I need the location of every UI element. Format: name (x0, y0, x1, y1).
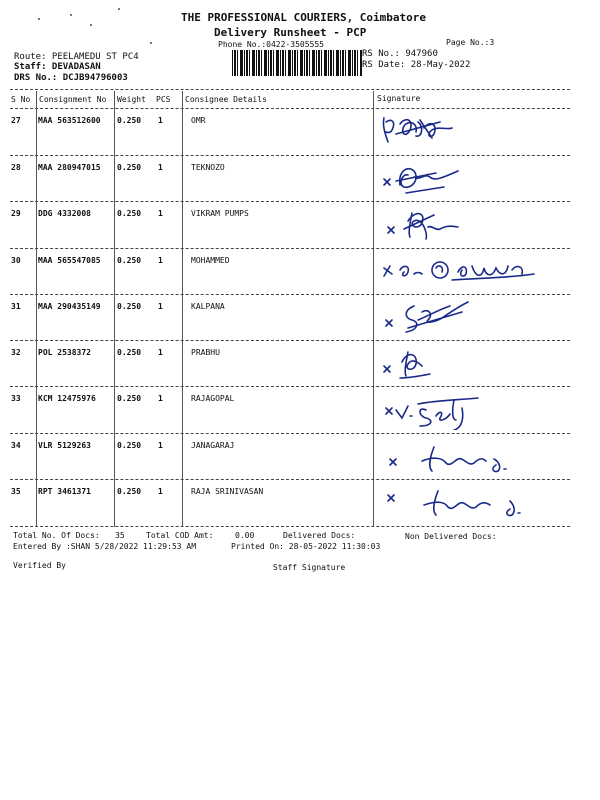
signature-row-27 (378, 112, 558, 152)
row-consignment: POL 2538372 (38, 348, 91, 357)
row-consignee: OMR (191, 116, 206, 125)
rs-number: RS No.: 947960 (362, 49, 438, 59)
row-weight: 0.250 (117, 394, 142, 403)
total-cod-label: Total COD Amt: (146, 531, 214, 540)
row-weight: 0.250 (117, 441, 142, 450)
divider (10, 526, 570, 527)
signature-row-33 (378, 390, 558, 430)
row-sno: 34 (11, 441, 21, 450)
row-consignment: KCM 12475976 (38, 394, 96, 403)
non-delivered-docs: Non Delivered Docs: (405, 532, 497, 541)
divider (10, 386, 570, 387)
runsheet-subtitle: Delivery Runsheet - PCP (214, 26, 367, 39)
row-sno: 27 (11, 116, 21, 125)
row-sno: 32 (11, 348, 21, 357)
divider (10, 89, 570, 90)
signature-row-35 (378, 483, 558, 523)
divider (10, 201, 570, 202)
signature-row-34 (378, 437, 558, 477)
row-sno: 30 (11, 256, 21, 265)
row-pcs: 1 (158, 487, 163, 496)
signature-row-31 (378, 298, 558, 338)
total-docs-label: Total No. Of Docs: (13, 531, 100, 540)
divider (10, 248, 570, 249)
row-consignee: VIKRAM PUMPS (191, 209, 249, 218)
row-consignment: MAA 563512600 (38, 116, 101, 125)
row-sno: 28 (11, 163, 21, 172)
row-weight: 0.250 (117, 348, 142, 357)
scan-speck (150, 42, 152, 44)
drs-number: DRS No.: DCJB94796003 (14, 73, 128, 83)
scan-speck (90, 24, 92, 26)
col-header-pcs: PCS (156, 95, 171, 104)
row-consignment: MAA 290435149 (38, 302, 101, 311)
divider (10, 155, 570, 156)
page-number: Page No.:3 (446, 38, 495, 47)
row-pcs: 1 (158, 348, 163, 357)
col-header-sno: S No (11, 95, 31, 104)
row-sno: 35 (11, 487, 21, 496)
verified-by: Verified By (13, 561, 66, 570)
delivered-docs: Delivered Docs: (283, 531, 356, 540)
row-consignee: TEKNOZO (191, 163, 225, 172)
row-pcs: 1 (158, 209, 163, 218)
row-pcs: 1 (158, 394, 163, 403)
company-title: THE PROFESSIONAL COURIERS, Coimbatore (181, 11, 427, 24)
printed-on: Printed On: 28-05-2022 11:30:03 (231, 542, 381, 551)
row-consignee: RAJA SRINIVASAN (191, 487, 264, 496)
signature-row-29 (378, 205, 558, 245)
divider (10, 479, 570, 480)
row-consignment: VLR 5129263 (38, 441, 91, 450)
row-weight: 0.250 (117, 302, 142, 311)
row-sno: 29 (11, 209, 21, 218)
row-pcs: 1 (158, 163, 163, 172)
staff-name: Staff: DEVADASAN (14, 62, 101, 72)
row-sno: 33 (11, 394, 21, 403)
col-header-signature: Signature (377, 94, 421, 103)
row-consignment: DDG 4332008 (38, 209, 91, 218)
row-consignee: JANAGARAJ (191, 441, 235, 450)
row-consignment: RPT 3461371 (38, 487, 91, 496)
row-sno: 31 (11, 302, 21, 311)
row-pcs: 1 (158, 441, 163, 450)
row-weight: 0.250 (117, 487, 142, 496)
route: Route: PEELAMEDU ST PC4 (14, 52, 139, 62)
row-weight: 0.250 (117, 163, 142, 172)
signature-row-32 (378, 344, 558, 384)
row-consignee: MOHAMMED (191, 256, 230, 265)
row-consignee: PRABHU (191, 348, 220, 357)
barcode (232, 50, 362, 76)
row-pcs: 1 (158, 302, 163, 311)
row-pcs: 1 (158, 256, 163, 265)
row-consignee: KALPANA (191, 302, 225, 311)
divider (10, 433, 570, 434)
col-header-consignee: Consignee Details (185, 95, 267, 104)
scan-speck (38, 18, 40, 20)
row-pcs: 1 (158, 116, 163, 125)
col-header-consignment: Consignment No (39, 95, 107, 104)
row-weight: 0.250 (117, 256, 142, 265)
signature-row-28 (378, 159, 558, 199)
row-weight: 0.250 (117, 209, 142, 218)
scan-speck (70, 14, 72, 16)
row-weight: 0.250 (117, 116, 142, 125)
entered-by: Entered By :SHAN 5/28/2022 11:29:53 AM (13, 542, 197, 551)
row-consignment: MAA 280947015 (38, 163, 101, 172)
signature-row-30 (378, 252, 558, 292)
scan-speck (118, 8, 120, 10)
divider (10, 108, 570, 109)
divider (10, 294, 570, 295)
phone-number: Phone No.:0422-3505555 (218, 40, 324, 49)
total-cod-value: 0.00 (235, 531, 255, 540)
row-consignment: MAA 565547085 (38, 256, 101, 265)
rs-date: RS Date: 28-May-2022 (362, 60, 471, 70)
divider (10, 340, 570, 341)
staff-signature: Staff Signature (273, 563, 346, 572)
total-docs-value: 35 (115, 531, 125, 540)
col-header-weight: Weight (117, 95, 146, 104)
row-consignee: RAJAGOPAL (191, 394, 235, 403)
